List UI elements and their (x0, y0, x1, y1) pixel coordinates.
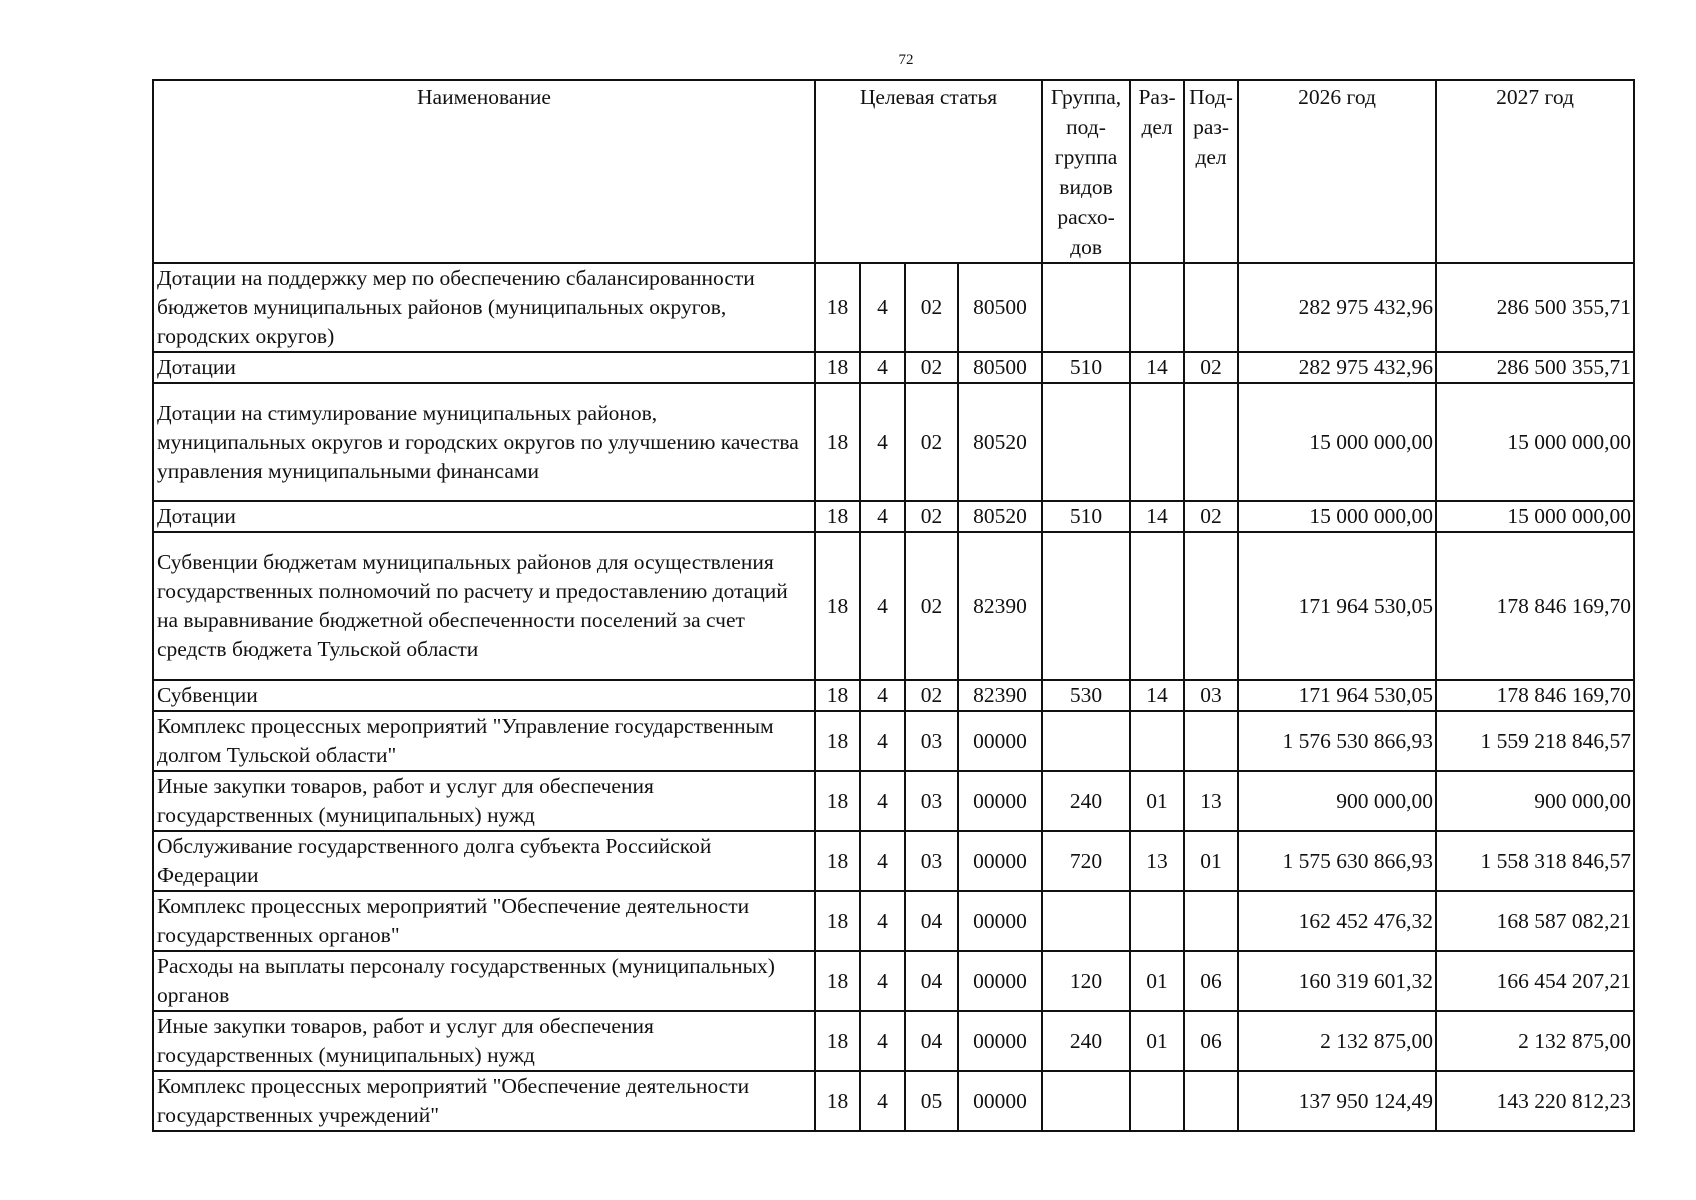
section (1130, 1071, 1184, 1131)
target-program: 18 (815, 263, 860, 352)
target-program: 18 (815, 771, 860, 831)
amount-2027: 168 587 082,21 (1436, 891, 1634, 951)
target-program: 18 (815, 383, 860, 501)
table-row (153, 831, 1634, 891)
target-type: 4 (860, 1071, 905, 1131)
header-name: Наименование (153, 80, 815, 263)
row-name: Иные закупки товаров, работ и услуг для обеспечения государственных (муниципальных) нужд (153, 1011, 815, 1071)
target-type: 4 (860, 951, 905, 1011)
target-structure: 05 (905, 1071, 958, 1131)
amount-2027: 178 846 169,70 (1436, 532, 1634, 680)
row-name: Дотации на поддержку мер по обеспечению сбалансированности бюджетов муниципальных районов (муниципальных округов, городских округов) (153, 263, 815, 352)
amount-2027: 1 558 318 846,57 (1436, 831, 1634, 891)
target-type: 4 (860, 1011, 905, 1071)
expense-group: 240 (1042, 771, 1130, 831)
budget-table (152, 79, 1635, 1132)
target-program: 18 (815, 951, 860, 1011)
expense-group: 240 (1042, 1011, 1130, 1071)
target-program: 18 (815, 831, 860, 891)
expense-group: 720 (1042, 831, 1130, 891)
table-row (153, 263, 1634, 352)
table-row (153, 771, 1634, 831)
target-structure: 02 (905, 680, 958, 711)
amount-2026: 171 964 530,05 (1238, 680, 1436, 711)
row-name: Комплекс процессных мероприятий "Обеспечение деятельности государственных учреждений" (153, 1071, 815, 1131)
amount-2026: 282 975 432,96 (1238, 352, 1436, 383)
table-row (153, 1011, 1634, 1071)
expense-group: 510 (1042, 501, 1130, 532)
header-year-2027: 2027 год (1436, 80, 1634, 263)
header-year-2026: 2026 год (1238, 80, 1436, 263)
target-program: 18 (815, 711, 860, 771)
expense-group (1042, 263, 1130, 352)
target-direction: 00000 (958, 1071, 1042, 1131)
target-structure: 04 (905, 1011, 958, 1071)
target-type: 4 (860, 831, 905, 891)
subsection: 03 (1184, 680, 1238, 711)
table-row (153, 891, 1634, 951)
row-name: Комплекс процессных мероприятий "Обеспечение деятельности государственных органов" (153, 891, 815, 951)
target-direction: 80520 (958, 501, 1042, 532)
section: 01 (1130, 1011, 1184, 1071)
target-structure: 03 (905, 771, 958, 831)
header-expense-group: Группа, под- группа видов расхо- дов (1042, 80, 1130, 263)
subsection: 02 (1184, 501, 1238, 532)
target-type: 4 (860, 891, 905, 951)
subsection: 01 (1184, 831, 1238, 891)
subsection (1184, 383, 1238, 501)
target-program: 18 (815, 1011, 860, 1071)
table-row (153, 501, 1634, 532)
target-direction: 00000 (958, 711, 1042, 771)
expense-group (1042, 711, 1130, 771)
section: 01 (1130, 771, 1184, 831)
expense-group: 120 (1042, 951, 1130, 1011)
amount-2027: 166 454 207,21 (1436, 951, 1634, 1011)
subsection (1184, 891, 1238, 951)
subsection (1184, 711, 1238, 771)
target-structure: 03 (905, 831, 958, 891)
target-direction: 82390 (958, 680, 1042, 711)
target-direction: 80520 (958, 383, 1042, 501)
table-row (153, 383, 1634, 501)
expense-group (1042, 383, 1130, 501)
amount-2026: 137 950 124,49 (1238, 1071, 1436, 1131)
row-name: Комплекс процессных мероприятий "Управление государственным долгом Тульской области" (153, 711, 815, 771)
target-type: 4 (860, 383, 905, 501)
target-type: 4 (860, 352, 905, 383)
table-row (153, 1071, 1634, 1131)
target-program: 18 (815, 891, 860, 951)
subsection (1184, 1071, 1238, 1131)
target-type: 4 (860, 263, 905, 352)
target-type: 4 (860, 711, 905, 771)
target-type: 4 (860, 771, 905, 831)
amount-2027: 286 500 355,71 (1436, 263, 1634, 352)
target-structure: 03 (905, 711, 958, 771)
amount-2026: 171 964 530,05 (1238, 532, 1436, 680)
page-number: 72 (898, 52, 914, 68)
target-program: 18 (815, 1071, 860, 1131)
subsection: 13 (1184, 771, 1238, 831)
amount-2027: 286 500 355,71 (1436, 352, 1634, 383)
target-program: 18 (815, 680, 860, 711)
target-direction: 00000 (958, 1011, 1042, 1071)
target-direction: 00000 (958, 951, 1042, 1011)
amount-2026: 900 000,00 (1238, 771, 1436, 831)
section: 01 (1130, 951, 1184, 1011)
row-name: Субвенции (153, 680, 815, 711)
expense-group (1042, 891, 1130, 951)
table-row (153, 352, 1634, 383)
header-target-article: Целевая статья (815, 80, 1042, 263)
subsection: 06 (1184, 1011, 1238, 1071)
expense-group: 510 (1042, 352, 1130, 383)
section (1130, 263, 1184, 352)
target-direction: 80500 (958, 352, 1042, 383)
section (1130, 383, 1184, 501)
amount-2026: 1 576 530 866,93 (1238, 711, 1436, 771)
amount-2026: 2 132 875,00 (1238, 1011, 1436, 1071)
section: 13 (1130, 831, 1184, 891)
row-name: Обслуживание государственного долга субъекта Российской Федерации (153, 831, 815, 891)
amount-2027: 15 000 000,00 (1436, 501, 1634, 532)
target-structure: 02 (905, 352, 958, 383)
amount-2026: 282 975 432,96 (1238, 263, 1436, 352)
section: 14 (1130, 501, 1184, 532)
table-row (153, 711, 1634, 771)
target-type: 4 (860, 501, 905, 532)
amount-2026: 160 319 601,32 (1238, 951, 1436, 1011)
expense-group: 530 (1042, 680, 1130, 711)
subsection (1184, 532, 1238, 680)
target-structure: 04 (905, 951, 958, 1011)
amount-2026: 162 452 476,32 (1238, 891, 1436, 951)
target-direction: 00000 (958, 891, 1042, 951)
target-direction: 80500 (958, 263, 1042, 352)
target-structure: 02 (905, 532, 958, 680)
target-program: 18 (815, 532, 860, 680)
subsection (1184, 263, 1238, 352)
expense-group (1042, 532, 1130, 680)
header-section: Раз- дел (1130, 80, 1184, 263)
target-structure: 02 (905, 501, 958, 532)
table-row (153, 951, 1634, 1011)
section (1130, 891, 1184, 951)
section: 14 (1130, 680, 1184, 711)
target-type: 4 (860, 680, 905, 711)
target-direction: 00000 (958, 771, 1042, 831)
row-name: Дотации на стимулирование муниципальных районов, муниципальных округов и городских округов по улучшению качества управления муниципальными финансами (153, 383, 815, 501)
amount-2027: 2 132 875,00 (1436, 1011, 1634, 1071)
table-row (153, 532, 1634, 680)
subsection: 06 (1184, 951, 1238, 1011)
target-direction: 00000 (958, 831, 1042, 891)
section (1130, 532, 1184, 680)
expense-group (1042, 1071, 1130, 1131)
row-name: Иные закупки товаров, работ и услуг для обеспечения государственных (муниципальных) нужд (153, 771, 815, 831)
target-structure: 04 (905, 891, 958, 951)
amount-2027: 900 000,00 (1436, 771, 1634, 831)
table-row (153, 680, 1634, 711)
section: 14 (1130, 352, 1184, 383)
target-structure: 02 (905, 383, 958, 501)
amount-2026: 1 575 630 866,93 (1238, 831, 1436, 891)
amount-2027: 1 559 218 846,57 (1436, 711, 1634, 771)
header-row (153, 80, 1634, 263)
amount-2027: 178 846 169,70 (1436, 680, 1634, 711)
target-type: 4 (860, 532, 905, 680)
amount-2027: 15 000 000,00 (1436, 383, 1634, 501)
header-subsection: Под- раз- дел (1184, 80, 1238, 263)
row-name: Дотации (153, 501, 815, 532)
target-program: 18 (815, 352, 860, 383)
amount-2026: 15 000 000,00 (1238, 501, 1436, 532)
row-name: Субвенции бюджетам муниципальных районов для осуществления государственных полномочий по расчету и предоставлению дотаций на выравнивание бюджетной обеспеченности поселений за счет средств бюджета Тульской области (153, 532, 815, 680)
target-program: 18 (815, 501, 860, 532)
target-direction: 82390 (958, 532, 1042, 680)
row-name: Дотации (153, 352, 815, 383)
subsection: 02 (1184, 352, 1238, 383)
amount-2026: 15 000 000,00 (1238, 383, 1436, 501)
amount-2027: 143 220 812,23 (1436, 1071, 1634, 1131)
target-structure: 02 (905, 263, 958, 352)
section (1130, 711, 1184, 771)
row-name: Расходы на выплаты персоналу государственных (муниципальных) органов (153, 951, 815, 1011)
